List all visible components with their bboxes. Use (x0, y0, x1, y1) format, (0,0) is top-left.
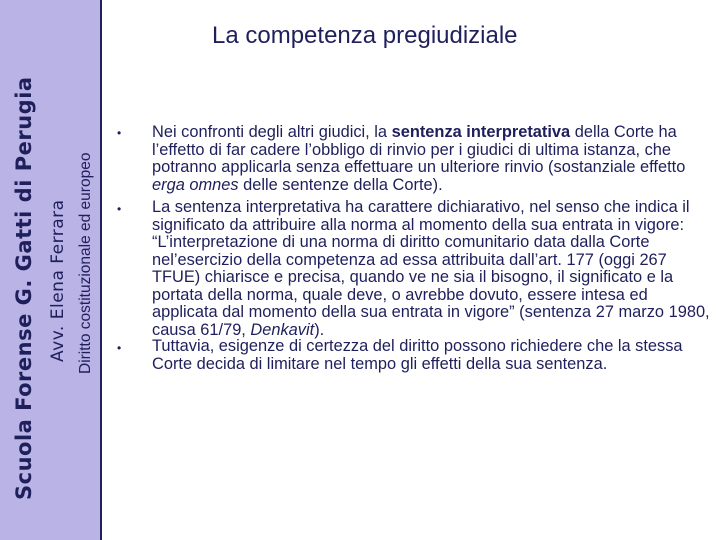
course-subject: Diritto costituzionale ed europeo (77, 152, 94, 374)
sidebar-divider (100, 0, 102, 540)
bullet-1-text-c: delle sentenze della Corte). (238, 175, 443, 194)
author-name: Avv. Elena Ferrara (48, 199, 68, 362)
bullet-2-quote-end: ). (314, 320, 325, 339)
slide-title: La competenza pregiudiziale (212, 22, 518, 49)
bullet-1-text-b: della Corte ha l’effetto di far cadere l’obbligo di rinvio per i giudici di ultima istanza, che potranno applicarla senza effettuare un ulteriore rinvio (sostanziale effetto (152, 123, 686, 176)
bullet-item-2 (152, 199, 712, 339)
bullet-2-text: La sentenza interpretativa ha carattere dichiarativo, nel senso che indica il significato da attribuire alla norma al momento della sua entrata in vigore: (152, 198, 690, 234)
bullet-marker: • (117, 126, 122, 140)
bullet-1-bold: sentenza interpretativa (391, 123, 571, 141)
bullet-item-3: Tuttavia, esigenze di certezza del diritto possono richiedere che la stessa Corte decida di limitare nel tempo gli effetti della sua sentenza. (152, 337, 683, 373)
bullet-1-text-a: Nei confronti degli altri giudici, la (152, 123, 392, 141)
bullet-item-1 (152, 124, 712, 194)
bullet-1-italic: erga omnes (152, 175, 239, 194)
bullet-2-case-name: Denkavit (250, 320, 315, 339)
bullet-marker: • (117, 202, 122, 216)
bullet-2-quote-text: “L’interpretazione di una norma di diritto comunitario data dalla Corte nel’esercizio della competenza ad essa attribuita dall’art. 177 (oggi 267 TFUE) chiarisce e precisa, quando ve ne sia il bisogno, il significato e la portata della norma, quale deve, o avrebbe dovuto, essere intesa ed applicata dal momento della sua entrata in vigore” (sentenza 27 marzo 1980, causa 61/79, (152, 233, 710, 339)
bullet-marker: • (117, 341, 122, 355)
bullet-2-quote (152, 234, 712, 339)
school-name: Scuola Forense G. Gatti di Perugia (12, 76, 36, 500)
sidebar-panel (0, 0, 100, 540)
